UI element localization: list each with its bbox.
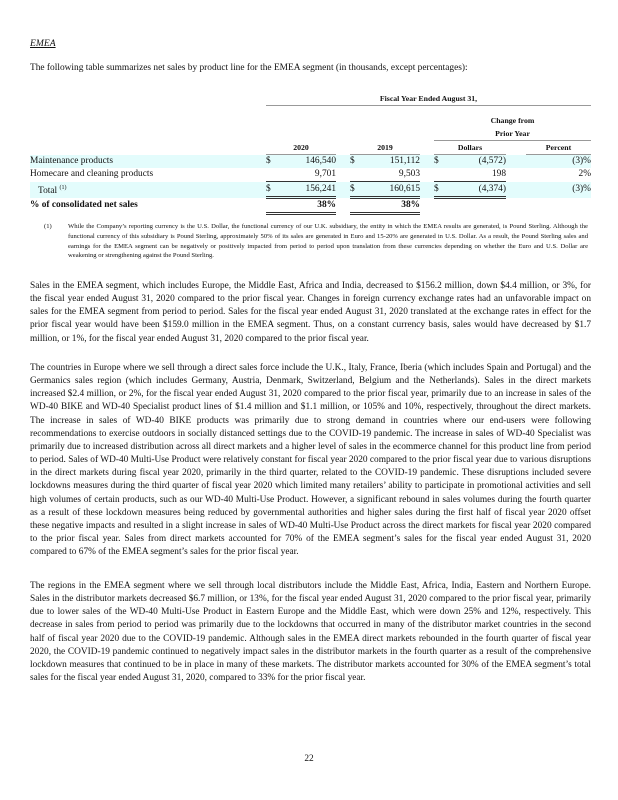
row-label: % of consolidated net sales (30, 200, 138, 211)
header-fiscal-year: Fiscal Year Ended August 31, (266, 92, 591, 106)
table-row (30, 182, 591, 198)
value-2020: 9,701 (278, 168, 336, 182)
section-title: EMEA (30, 38, 56, 49)
header-change-line1: Change from (490, 116, 535, 125)
table-intro: The following table summarizes net sales by product line for the EMEA segment (in thousands, except percentages): (30, 63, 468, 73)
value-2020: 38% (278, 198, 336, 214)
footnote-marker: (1) (44, 223, 52, 230)
header-2020: 2020 (266, 141, 336, 155)
value-percent: (3)% (526, 155, 591, 169)
table-row (30, 168, 591, 182)
value-2020: 146,540 (278, 155, 336, 169)
value-2020: 156,241 (278, 182, 336, 198)
currency-symbol: $ (434, 155, 446, 169)
table-row (30, 155, 591, 169)
value-2019: 9,503 (362, 168, 420, 182)
net-sales-table (30, 92, 591, 215)
value-2019: 38% (362, 198, 420, 214)
value-2019: 160,615 (362, 182, 420, 198)
header-percent: Percent (526, 141, 591, 155)
value-percent: 2% (578, 169, 591, 180)
value-percent: (3)% (526, 182, 591, 198)
value-2019: 151,112 (362, 155, 420, 169)
row-label: Maintenance products (30, 155, 258, 169)
table-row (30, 198, 591, 214)
header-change-line2: Prior Year (434, 127, 591, 141)
header-2019: 2019 (350, 141, 420, 155)
footnote-ref: (1) (59, 184, 67, 191)
paragraph-direct-markets: The countries in Europe where we sell through a direct sales force include the U.K., Italy, France, Iberia (which includes Spain and Portugal) and the Germanics sales region (which includes Germany, Austria, Denmark, Switzerland, Belgium and the Netherlands). Sales in the direct markets increased $2.4 million, or 2%, for the fiscal year ended August 31, 2020 compared to the prior fiscal year, primarily due to an increase in sales of the WD-40 BIKE and WD-40 Specialist product lines of $1.4 million and $1.1 million, or 105% and 10%, respectively, throughout the direct markets. The increase in sales of WD-40 BIKE products was primarily due to strong demand in countries where our end-users were following recommendations to exercise outdoors in socially distanced settings due to the COVID-19 pandemic. The increase in sales of WD-40 Specialist was primarily due to increased distribution across all direct markets and a higher level of sales in the ecommerce channel for this product line from period to period. Sales of WD-40 Multi-Use Product were relatively constant for fiscal year 2020 compared to the prior fiscal year due to various disruptions in the direct markets during fiscal year 2020, primarily in the third quarter, related to the COVID-19 pandemic. These disruptions included severe lockdowns measures during the third quarter of fiscal year 2020 which limited many retailers’ ability to participate in promotional activities and sell high volumes of certain products, such as our WD-40 Multi-Use Product. However, a significant rebound in sales volumes during the fourth quarter as a result of these lockdown measures being reduced by governmental authorities and higher sales during the first half of fiscal year 2020 offset these negative impacts and resulted in a slight increase in sales of WD-40 Multi-Use Product across the direct markets for fiscal year 2020 compared to the prior fiscal year. Sales from direct markets accounted for 70% of the EMEA segment’s sales for the fiscal year ended August 31, 2020 compared to 67% of the EMEA segment’s sales for the prior fiscal year. (30, 363, 591, 558)
currency-symbol: $ (350, 182, 362, 198)
paragraph-distributor-markets: The regions in the EMEA segment where we sell through local distributors include the Middle East, Africa, India, Eastern and Northern Europe. Sales in the distributor markets decreased $6.7 million, or 13%, for the fiscal year ended August 31, 2020 compared to the prior fiscal year, primarily due to lower sales of the WD-40 Multi-Use Product in Eastern Europe and the Middle East, which were down 25% and 12%, respectively. This decrease in sales from period to period was primarily due to the lockdowns that occurred in many of the distributor market countries in the second half of fiscal year 2020 due to the COVID-19 pandemic. Although sales in the EMEA direct markets rebounded in the fourth quarter of fiscal year 2020, the COVID-19 pandemic continued to negatively impact sales in the distributor markets in the fourth quarter as a result of the comprehensive lockdown measures that continued to be in place in many of these markets. The distributor markets accounted for 30% of the EMEA segment’s total sales for the fiscal year ended August 31, 2020, compared to 33% for the prior fiscal year. (30, 581, 591, 684)
currency-symbol: $ (266, 182, 278, 198)
paragraph-emea-overview: Sales in the EMEA segment, which includes Europe, the Middle East, Africa and India, decreased to $156.2 million, down $4.4 million, or 3%, for the fiscal year ended August 31, 2020 compared to the prior fiscal year. Changes in foreign currency exchange rates had an unfavorable impact on sales for the EMEA segment from period to period. Sales for the fiscal year ended August 31, 2020 translated at the exchange rates in effect for the prior fiscal year would have been $159.0 million in the EMEA segment. Thus, on a constant currency basis, sales would have decreased by $1.7 million, or 1%, for the fiscal year ended August 31, 2020 compared to the prior fiscal year. (30, 281, 591, 344)
currency-symbol: $ (434, 182, 446, 198)
currency-symbol: $ (266, 155, 278, 169)
footnote-text: While the Company’s reporting currency is the U.S. Dollar, the functional currency of our U.K. subsidiary, the entity in which the EMEA results are generated, is Pound Sterling. Although the functional currency of this subsidiary is Pound Sterling, approximately 50% of its sales are generated in Euro and 15-20% are generated in U.S. Dollar. As a result, the Pound Sterling sales and earnings for the EMEA segment can be negatively or positively impacted from period to period upon translation from these currencies depending on whether the Euro and U.S. Dollar are weakening or strengthening against the Pound Sterling. (68, 223, 588, 260)
currency-symbol: $ (350, 155, 362, 169)
row-label: Total (38, 185, 58, 196)
header-dollars: Dollars (434, 141, 506, 155)
row-label: Homecare and cleaning products (30, 169, 154, 180)
value-dollars: (4,374) (446, 182, 506, 198)
page-number: 22 (304, 754, 314, 764)
value-dollars: 198 (446, 168, 506, 182)
value-dollars: (4,572) (446, 155, 506, 169)
